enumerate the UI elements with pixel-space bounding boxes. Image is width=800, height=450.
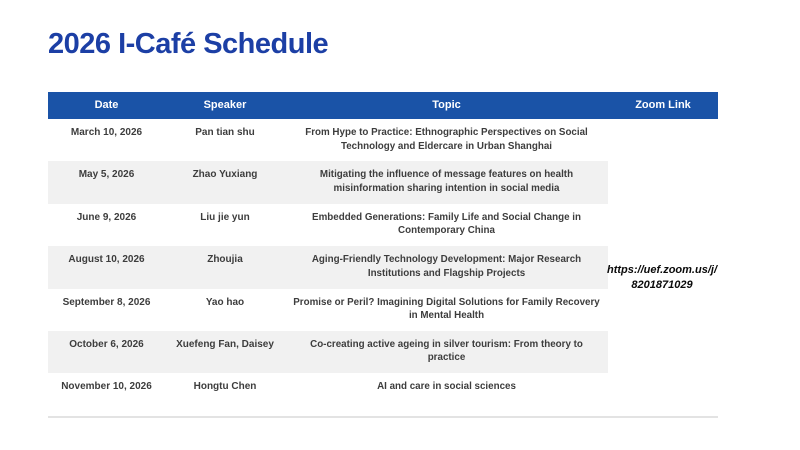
speaker-cell: Zhao Yuxiang [165,161,285,203]
zoom-link-cell [608,289,718,331]
table-header-row [48,92,718,119]
date-cell: June 9, 2026 [48,204,165,246]
date-cell: May 5, 2026 [48,161,165,203]
topic-cell: Mitigating the influence of message features on health misinformation sharing intention in social media [285,161,608,203]
zoom-link[interactable]: https://uef.zoom.us/j/8201871029 [607,264,717,291]
page-title: 2026 I-Café Schedule [48,28,329,60]
table-row [48,161,718,203]
topic-cell: Aging-Friendly Technology Development: Major Research Institutions and Flagship Projects [285,246,608,288]
speaker-cell: Xuefeng Fan, Daisey [165,331,285,373]
speaker-cell: Liu jie yun [165,204,285,246]
speaker-cell: Hongtu Chen [165,373,285,415]
column-header-zoom-link: Zoom Link [635,99,691,111]
topic-cell: Embedded Generations: Family Life and Social Change in Contemporary China [285,204,608,246]
column-header-date: Date [94,99,119,111]
table-row [48,119,718,161]
zoom-link-cell [608,373,718,415]
date-cell: October 6, 2026 [48,331,165,373]
table-row [48,204,718,246]
schedule-table [48,92,718,418]
date-cell: September 8, 2026 [48,289,165,331]
speaker-cell: Yao hao [165,289,285,331]
topic-cell: AI and care in social sciences [285,373,608,415]
speaker-cell: Zhoujia [165,246,285,288]
table-row [48,289,718,331]
table-row [48,373,718,415]
topic-cell: From Hype to Practice: Ethnographic Perspectives on Social Technology and Eldercare in Urban Shanghai [285,119,608,161]
speaker-cell: Pan tian shu [165,119,285,161]
date-cell: November 10, 2026 [48,373,165,415]
date-cell: August 10, 2026 [48,246,165,288]
zoom-link-cell [608,331,718,373]
column-header-topic: Topic [432,99,461,111]
topic-cell: Promise or Peril? Imagining Digital Solutions for Family Recovery in Mental Health [285,289,608,331]
zoom-link-cell [608,204,718,246]
table-row [48,331,718,373]
zoom-link-cell [608,119,718,161]
topic-cell: Co-creating active ageing in silver tourism: From theory to practice [285,331,608,373]
date-cell: March 10, 2026 [48,119,165,161]
column-header-speaker: Speaker [203,99,247,111]
zoom-link-cell [608,161,718,203]
